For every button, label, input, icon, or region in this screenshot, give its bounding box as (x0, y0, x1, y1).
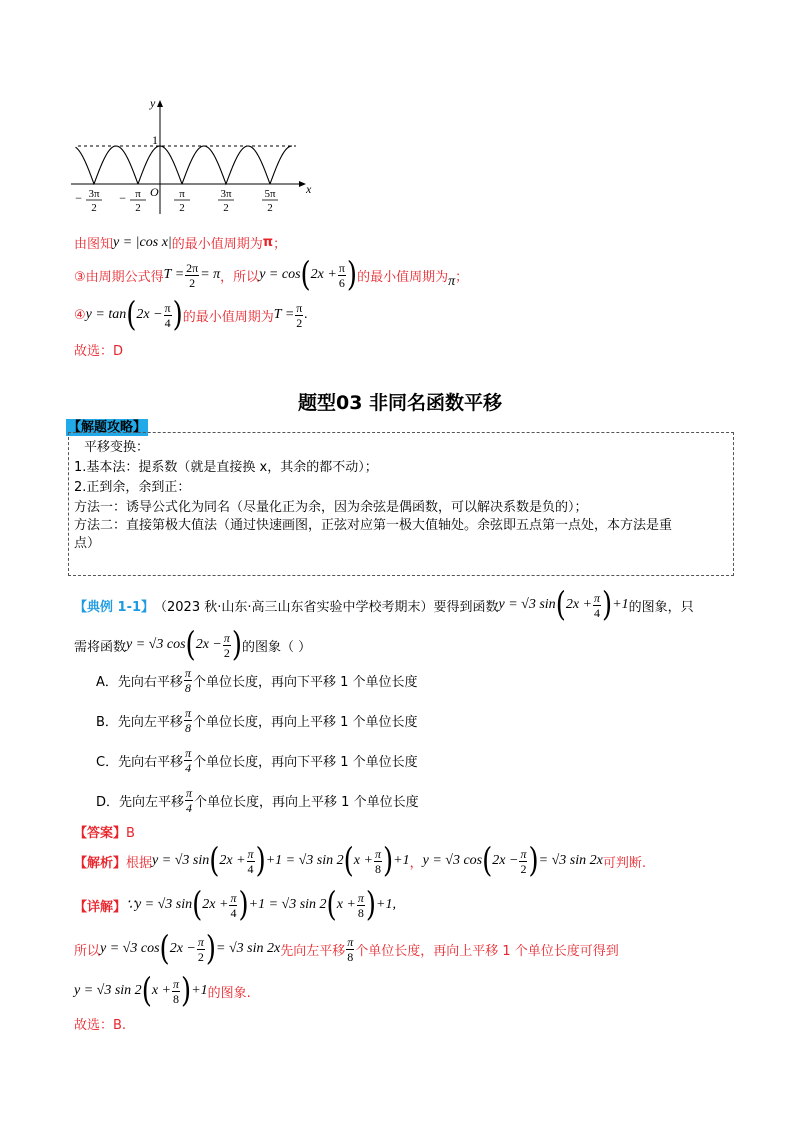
strategy-line: 方法一：诱导公式化为同名（尽量化正为余，因为余弦是偶函数，可以解决系数是负的）； (74, 500, 588, 515)
text: 的图象，只 (628, 599, 694, 615)
paren: ( (192, 885, 203, 925)
section-title: 题型03 非同名函数平移 (297, 392, 503, 414)
math-expr: T = (273, 307, 295, 322)
option-pre: 先向左平移 (119, 795, 185, 810)
paren: ) (602, 585, 613, 625)
text: 需将函数 (74, 639, 127, 655)
text: （2023 秋·山东·高三山东省实验中学校考期末）要得到函数 (154, 599, 499, 615)
answer-line (74, 822, 135, 841)
text: 的图象（ ） (242, 639, 312, 655)
tick-label (119, 188, 146, 214)
math-expr: +1 (393, 853, 410, 868)
example-line-2 (74, 625, 312, 665)
svg-text:π: π (135, 188, 141, 200)
option-d[interactable] (96, 786, 419, 815)
math-expr: +1 (191, 983, 208, 998)
fraction: $\frac{\pi}{2}$ (296, 300, 303, 330)
fraction: $\frac{\pi}{8}$ (173, 976, 180, 1006)
detail-line-3 (74, 971, 251, 1011)
paren: ) (205, 929, 217, 969)
svg-text:−: − (119, 191, 126, 205)
paren: ( (159, 929, 170, 969)
text: 可判断. (602, 855, 646, 871)
option-pre: 先向右平移 (118, 755, 184, 770)
option-letter: A． (96, 675, 118, 690)
option-b[interactable] (96, 706, 418, 735)
strategy-tag: 【解题攻略】 (68, 420, 147, 435)
text: ， (409, 855, 423, 871)
strategy-line: 方法二：直接第极大值法（通过快速画图，正弦对应第一极大值轴处。余弦即五点第一点处，本方法是重 (74, 518, 673, 533)
graph-curve (76, 146, 292, 184)
math-expr: 2x − (195, 637, 222, 652)
option-letter: B． (96, 715, 118, 730)
text: ； (273, 237, 287, 252)
paren: ) (365, 885, 377, 925)
math-expr: ∵ (126, 897, 135, 913)
math-expr: . (304, 307, 308, 322)
analysis-tag: 【解析】 (74, 855, 127, 871)
fraction: $\frac{\pi}{4}$ (164, 300, 171, 330)
math-expr: y = tan (85, 307, 127, 322)
math-expr: 2x + (202, 897, 229, 912)
math-expr: y = |cos x| (113, 234, 172, 250)
math-expr: y = √3 cos (422, 853, 483, 868)
option-a[interactable] (96, 666, 417, 695)
math-expr: T = (163, 267, 185, 282)
svg-text:2: 2 (267, 202, 273, 214)
paren: ( (326, 885, 337, 925)
option-post: 个单位长度，再向下平移 1 个单位长度 (192, 675, 418, 690)
fraction: $\frac{\pi}{2}$ (520, 846, 527, 876)
option-letter: D． (96, 795, 120, 810)
paren: ) (255, 841, 266, 881)
math-expr: x + (336, 897, 356, 912)
detail-line-1 (74, 885, 396, 925)
option-post: 个单位长度，再向下平移 1 个单位长度 (193, 755, 418, 770)
detail-tag: 【详解】 (74, 899, 127, 915)
answer-value: B (126, 826, 135, 841)
text: 由图知 (74, 237, 114, 252)
text: 的最小值周期为 (171, 237, 263, 252)
text: ，所以 (220, 269, 260, 285)
math-expr: y = cos (259, 267, 301, 282)
paren: ) (382, 841, 394, 881)
math-expr: +1 (612, 597, 629, 612)
fraction: $\frac{\pi}{8}$ (347, 934, 354, 964)
option-letter: C． (96, 755, 119, 770)
math-expr: 2x − (136, 307, 163, 322)
text: 所以 (74, 943, 101, 959)
graph-x-label: x (306, 182, 312, 196)
paren: ) (238, 885, 249, 925)
graph-y-label: y (150, 96, 156, 110)
paren: ) (181, 971, 192, 1011)
fraction: $\frac{\pi}{8}$ (184, 666, 191, 695)
graph-origin-label: O (150, 185, 159, 199)
math-expr: y = √3 sin (134, 897, 193, 912)
solution-line-2 (74, 255, 469, 295)
solution-line-3 (74, 295, 308, 335)
math-expr: +1, (376, 897, 396, 912)
math-expr: 2x + (565, 597, 593, 612)
math-expr: = π (200, 267, 221, 282)
answer-tag: 【答案】 (74, 826, 127, 841)
cosine-abs-graph (66, 94, 316, 214)
detail-line-2 (74, 929, 619, 969)
math-expr: = √3 sin 2x (538, 853, 603, 868)
svg-text:2: 2 (223, 202, 229, 214)
option-pre: 先向右平移 (117, 675, 183, 690)
graph-one-label: 1 (152, 133, 158, 147)
text: ④ (74, 307, 86, 323)
strategy-line: 1.基本法：提系数（就是直接换 x，其余的都不动）； (74, 460, 378, 475)
svg-text:5π: 5π (264, 188, 276, 200)
analysis-line (74, 841, 646, 881)
fraction: $\frac{\pi}{4}$ (247, 846, 254, 876)
strategy-line: 2.正到余，余到正： (74, 480, 191, 495)
math-expr: 2x − (169, 941, 196, 956)
paren: ( (209, 841, 220, 881)
svg-text:π: π (179, 188, 185, 200)
paren: ( (185, 625, 196, 665)
tick-label (174, 188, 190, 214)
math-expr: 2x + (219, 853, 246, 868)
fraction: $\frac{2\pi}{2}$ (186, 260, 199, 290)
text: ③由周期公式得 (74, 269, 164, 285)
graph-tick-labels (75, 188, 278, 214)
math-expr: x + (353, 853, 373, 868)
svg-text:−: − (75, 191, 82, 205)
math-expr: y = √3 cos (100, 941, 160, 956)
text: 先向左平移 (280, 943, 346, 959)
paren: ) (346, 255, 358, 295)
solution-line-1 (74, 233, 286, 252)
fraction: $\frac{\pi}{2}$ (197, 934, 204, 964)
value: π (448, 274, 456, 289)
tick-label (218, 188, 234, 214)
option-pre: 先向左平移 (117, 715, 183, 730)
math-expr: y = √3 sin (152, 853, 210, 868)
tick-label (75, 188, 102, 214)
fraction: $\frac{\pi}{4}$ (594, 590, 601, 620)
svg-text:3π: 3π (220, 188, 232, 200)
fraction: $\frac{\pi}{2}$ (223, 630, 230, 660)
math-expr: 2x − (492, 853, 519, 868)
graph-x-arrow (299, 181, 306, 187)
svg-text:3π: 3π (88, 188, 100, 200)
strategy-line: 点） (74, 536, 101, 551)
fraction: $\frac{\pi}{8}$ (374, 846, 381, 876)
svg-text:2: 2 (91, 202, 97, 214)
text: 个单位长度，再向上平移 1 个单位长度可得到 (355, 943, 619, 959)
option-post: 个单位长度，再向上平移 1 个单位长度 (194, 795, 419, 810)
paren: ) (528, 841, 539, 881)
math-expr: +1 = √3 sin 2 (265, 853, 344, 868)
option-c[interactable] (96, 746, 418, 775)
example-tag: 【典例 1-1】 (74, 599, 155, 615)
math-expr: 2x + (310, 267, 337, 282)
math-expr: = √3 sin 2x (216, 941, 281, 956)
math-expr: y = √3 cos (126, 637, 186, 652)
paren: ( (126, 295, 137, 335)
text: 根据 (126, 855, 153, 871)
choice-b: 故选：B. (74, 1018, 127, 1033)
fraction: $\frac{\pi}{4}$ (186, 786, 193, 815)
fraction: $\frac{\pi}{4}$ (185, 746, 192, 775)
paren: ( (555, 585, 566, 625)
fraction: $\frac{\pi}{6}$ (338, 260, 345, 290)
paren: ( (482, 841, 493, 881)
math-expr: x + (151, 983, 172, 998)
math-expr: y = √3 sin (498, 597, 556, 612)
svg-text:2: 2 (179, 202, 185, 214)
paren: ) (172, 295, 183, 335)
paren: ( (300, 255, 311, 295)
text: 的图象. (207, 985, 251, 1001)
fraction: $\frac{\pi}{8}$ (357, 890, 364, 920)
math-expr: y = √3 sin 2 (74, 983, 142, 998)
paren: ) (231, 625, 243, 665)
text: 的最小值周期为 (182, 309, 274, 325)
fraction: $\frac{\pi}{8}$ (184, 706, 191, 735)
strategy-line: 平移变换： (84, 440, 150, 455)
math-expr: +1 = √3 sin 2 (248, 897, 327, 912)
fraction: $\frac{\pi}{4}$ (230, 890, 237, 920)
paren: ( (343, 841, 354, 881)
text: ； (455, 269, 469, 285)
svg-text:2: 2 (135, 202, 141, 214)
tick-label (262, 188, 278, 214)
graph-y-arrow (157, 100, 163, 107)
value: π (262, 235, 274, 250)
paren: ( (141, 971, 152, 1011)
example-line-1 (74, 585, 694, 625)
choice-d: 故选：D (74, 344, 124, 359)
option-post: 个单位长度，再向上平移 1 个单位长度 (192, 715, 418, 730)
text: 的最小值周期为 (357, 269, 449, 285)
